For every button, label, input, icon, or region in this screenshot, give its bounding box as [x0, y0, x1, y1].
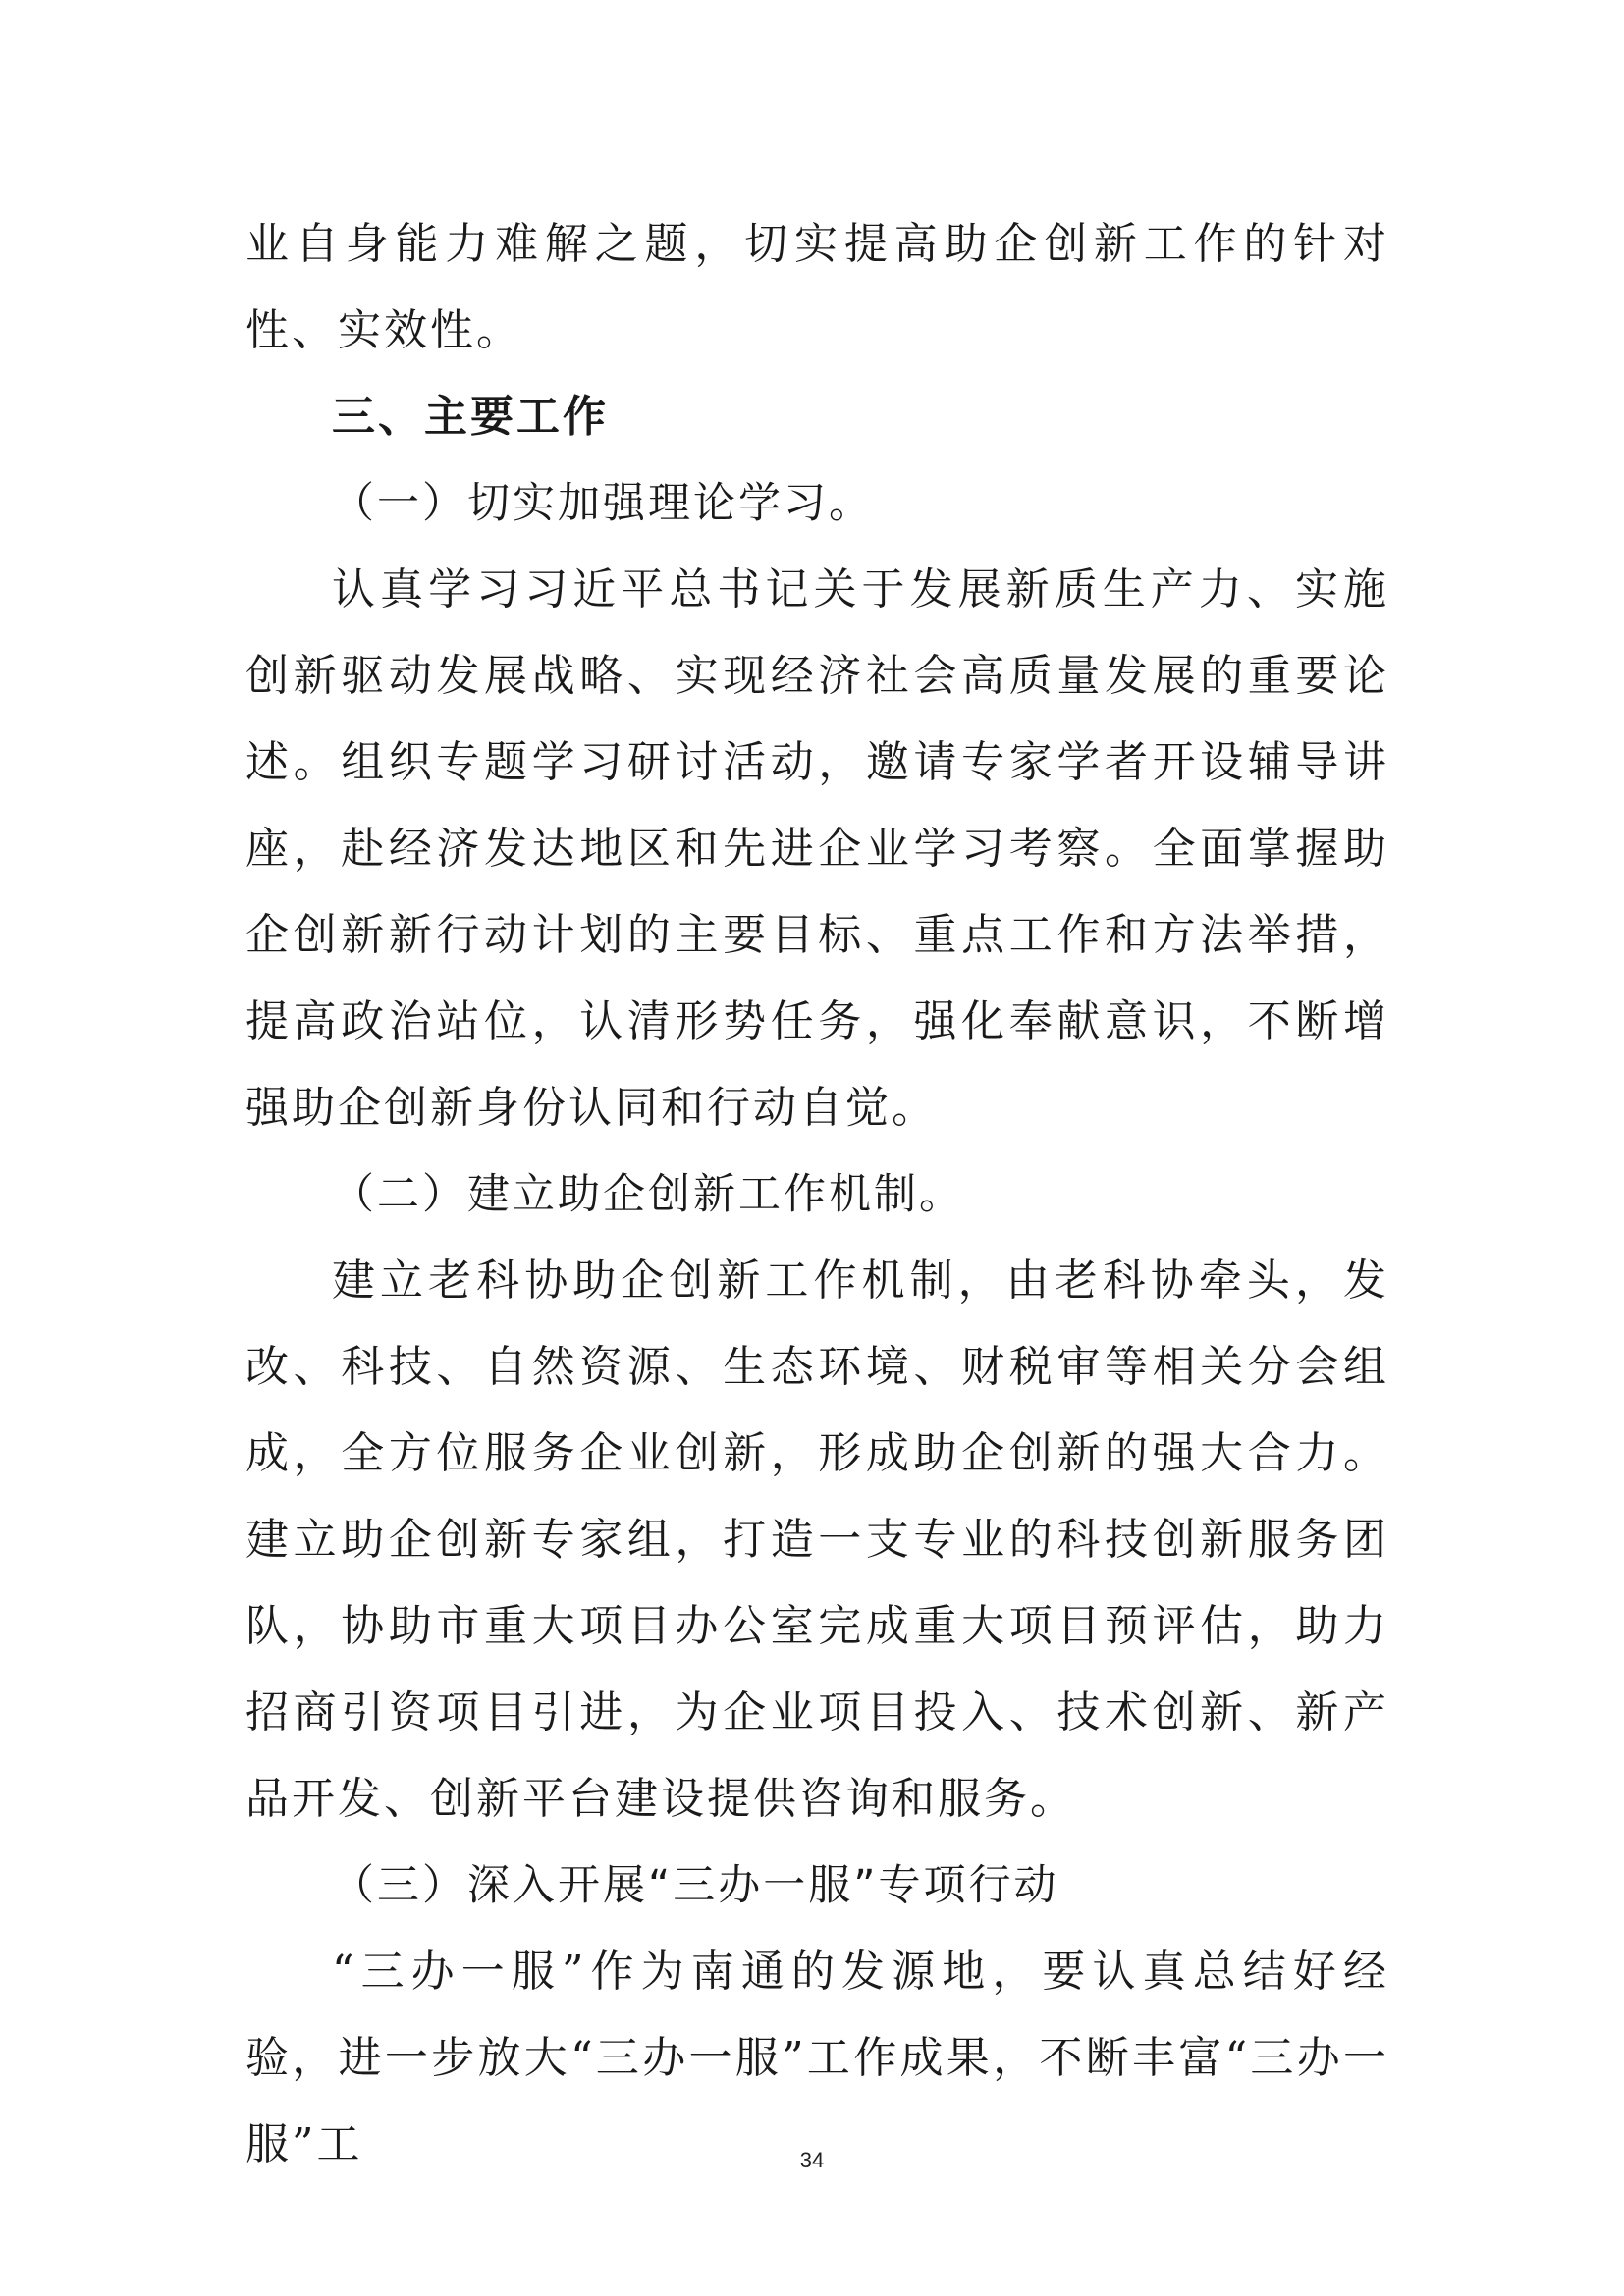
page-number: 34 — [799, 2148, 825, 2172]
document-body — [245, 201, 1389, 2188]
paragraph-theory-study: 认真学习习近平总书记关于发展新质生产力、实施创新驱动发展战略、实现经济社会高质量发展的重要论述。组织专题学习研讨活动，邀请专家学者开设辅导讲座，赴经济发达地区和先进企业学习考察。全面掌握助企创新新行动计划的主要目标、重点工作和方法举措，提高政治站位，认清形势任务，强化奉献意识，不断增强助企创新身份认同和行动自觉。 — [245, 564, 1389, 1133]
subheading-theory-study: （一）切实加强理论学习。 — [332, 479, 874, 528]
paragraph-work-mechanism: 建立老科协助企创新工作机制，由老科协牵头，发改、科技、自然资源、生态环境、财税审等相关分会组成，全方位服务企业创新，形成助企创新的强大合力。建立助企创新专家组，打造一支专业的科技创新服务团队，协助市重大项目办公室完成重大项目预评估，助力招商引资项目引进，为企业项目投入、技术创新、新产品开发、创新平台建设提供咨询和服务。 — [245, 1255, 1389, 1824]
subheading-work-mechanism: （二）建立助企创新工作机制。 — [332, 1170, 964, 1219]
paragraph-continued: 业自身能力难解之题，切实提高助企创新工作的针对性、实效性。 — [245, 219, 1389, 355]
subheading-special-action: （三）深入开展“三办一服”专项行动 — [332, 1861, 1059, 1910]
paragraph-special-action: “三办一服”作为南通的发源地，要认真总结好经验，进一步放大“三办一服”工作成果，不断丰富“三办一服”工 — [245, 1947, 1389, 2169]
section-heading-main-work: 三、主要工作 — [332, 392, 609, 442]
